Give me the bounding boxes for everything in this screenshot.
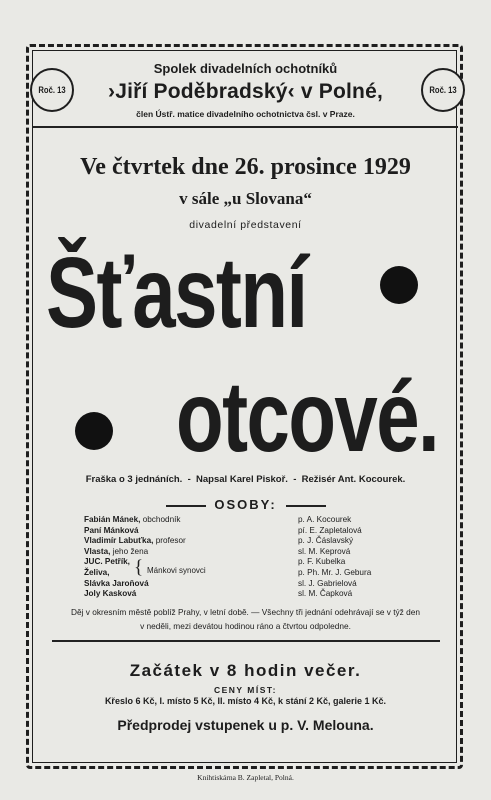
cast-heading: OSOBY: [214,497,277,512]
membership-line: člen Ústř. matice divadelního ochotnictva čsl. v Praze. [136,109,355,119]
character-name: Slávka Jaroňová [84,578,149,588]
actor-name: p. F. Kubelka [298,557,346,567]
character-name: Joly Kasková [84,589,137,599]
brace-symbol: { [134,557,144,578]
presale-line: Předprodej vstupenek u p. V. Melouna. [117,717,374,733]
badge-left-text: Roč. 13 [38,85,66,95]
actor-name: sl. J. Gabrielová [298,578,357,588]
character-name: Vladimír Labuťka, [84,536,154,546]
play-title-line2: otcové. [176,361,439,473]
date-line: Ve čtvrtek dne 26. prosince 1929 [80,154,411,180]
osoby-rule-right [286,505,326,507]
cast-row [84,568,371,579]
prices-line: Křeslo 6 Kč, I. místo 5 Kč, II. místo 4 Kč, k stání 2 Kč, galerie 1 Kč. [104,696,387,706]
cast-row [84,526,371,537]
society-name: ›Jiří Poděbradský‹ v Polné, [108,80,383,103]
performance-type: divadelní představení [189,219,302,231]
actor-name: sl. M. Keprová [298,546,351,556]
character-role: jeho žena [112,546,149,556]
cast-table [84,515,371,600]
actor-name: p. A. Kocourek [298,515,352,524]
actor-name: p. J. Čáslavský [298,536,354,546]
cast-row [84,557,371,568]
setting-line-1: Děj v okresním městě poblíž Prahy, v letní době. — Všechny tři jednání odehrávají se v týž den [71,607,420,617]
header-divider [33,126,458,128]
character-name: Želiva, [84,567,110,577]
decorative-dot-right [380,266,418,304]
cast-row [84,547,371,558]
character-name: JUC. Petřík, [84,557,130,567]
actor-name: p. Ph. Mr. J. Gebura [298,567,372,577]
character-name: Vlasta, [84,546,111,556]
character-role: obchodník [142,515,181,524]
cast-row [84,536,371,547]
character-name: Fabián Mánek, [84,515,141,524]
prices-heading: CENY MÍST: [213,685,278,695]
nephews-note: Mánkovi synovci [147,566,206,575]
play-title-line1: Šťastní [46,237,307,349]
decorative-dot-left [75,412,113,450]
cast-row [84,515,371,526]
actor-name: pí. E. Zapletalová [298,525,362,535]
badge-right-text: Roč. 13 [429,85,457,95]
character-name: Paní Mánková [84,525,139,535]
cast-row [84,589,371,600]
character-role: profesor [155,536,186,546]
printer-line: Knihtiskárna B. Zapletal, Polná. [197,773,294,782]
setting-line-2: v neděli, mezi devátou hodinou ráno a čtvrtou odpoledne. [140,621,351,631]
actor-name: sl. M. Čapková [298,589,353,599]
cast-row [84,579,371,590]
setting-divider [52,640,440,642]
venue-line: v sále „u Slovana“ [179,189,312,208]
society-line: Spolek divadelních ochotníků [153,61,338,76]
credits-line: Fraška o 3 jednáních. - Napsal Karel Piskoř. - Režisér Ant. Kocourek. [85,474,406,485]
start-time: Začátek v 8 hodin večer. [129,661,362,680]
